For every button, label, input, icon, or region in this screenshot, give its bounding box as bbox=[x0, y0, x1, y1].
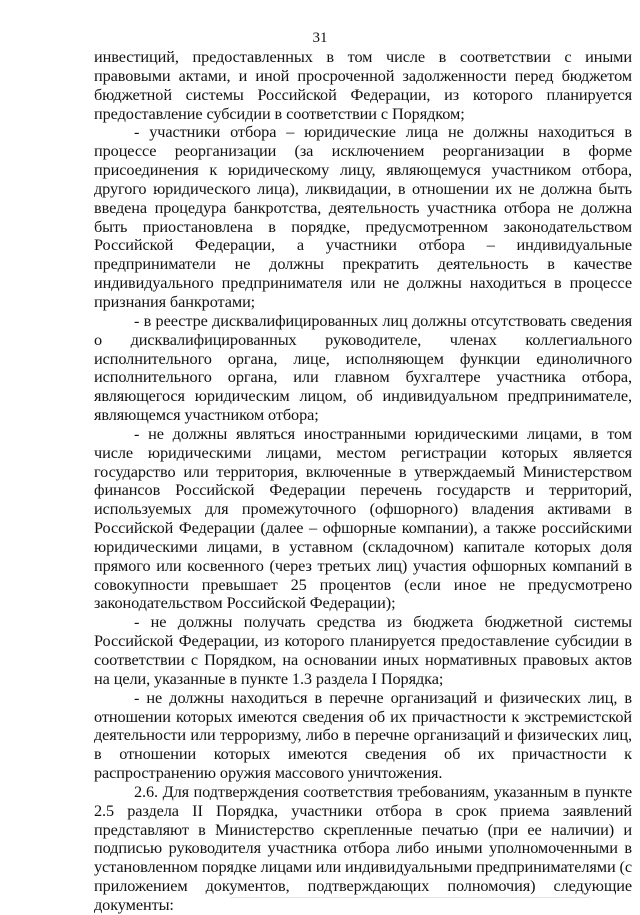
document-body bbox=[94, 48, 632, 915]
paragraph-reorganization: - участники отбора – юридические лица не должны находиться в процессе реорганизации (за исключением реорганизации в форме присоединения к юридическому лицу, являющемуся участником отбора, другого юридического лица), ликвидации, в отношении их не должна быть введена процедура банкротства, деятельность участника отбора не должна быть приостановлена в порядке, предусмотренном законодательством Российской Федерации, а участники отбора – индивидуальные предприниматели не должны прекратить деятельность в качестве индивидуального предпринимателя или не должны находиться в процессе признания банкротами; bbox=[94, 122, 632, 311]
scan-edge-line bbox=[230, 897, 590, 898]
paragraph-section-2-6: 2.6. Для подтверждения соответствия требованиям, указанным в пункте 2.5 раздела II Порядка, участники отбора в срок приема заявлений представляют в Министерство скрепленные печатью (при ее наличии) и подписью руководителя участника отбора либо иными уполномоченными в установленном порядке лицами или индивидуальными предпринимателями (с приложением документов, подтверждающих полномочия) следующие документы: bbox=[94, 781, 632, 914]
page-number: 31 bbox=[312, 30, 328, 46]
paragraph-disqualified-registry: - в реестре дисквалифицированных лиц должны отсутствовать сведения о дисквалифицированных руководителе, членах коллегиального исполнительного органа, лице, исполняющем функции единоличного исполнительного органа, или главном бухгалтере участника отбора, являющегося юридическим лицом, об индивидуальном предпринимателе, являющемся участником отбора; bbox=[94, 310, 632, 425]
paragraph-debt-continuation: инвестиций, предоставленных в том числе в соответствии с иными правовыми актами, и иной просроченной задолженности перед бюджетом бюджетной системы Российской Федерации, из которого планируется предоставление субсидии в соответствии с Порядком; bbox=[94, 47, 632, 123]
paragraph-foreign-entities: - не должны являться иностранными юридическими лицами, в том числе юридическими лицами, местом регистрации которых является государство или территория, включенные в утверждаемый Министерством финансов Российской Федерации перечень государств и территорий, используемых для промежуточного (офшорного) владения активами в Российской Федерации (далее – офшорные компании), а также российскими юридическими лицами, в уставном (складочном) капитале которых доля прямого или косвенного (через третьих лиц) участия офшорных компаний в совокупности превышает 25 процентов (если иное не предусмотрено законодательством Российской Федерации); bbox=[94, 423, 632, 613]
paragraph-extremism-list: - не должны находиться в перечне организаций и физических лиц, в отношении которых имеются сведения об их причастности к экстремистской деятельности или терроризму, либо в перечне организаций и физических лиц, в отношении которых имеются сведения об их причастности к распространению оружия массового уничтожения. bbox=[94, 687, 632, 783]
paragraph-budget-funds: - не должны получать средства из бюджета бюджетной системы Российской Федерации, из которого планируется предоставление субсидии в соответствии с Порядком, на основании иных нормативных правовых актов на цели, указанные в пункте 1.3 раздела I Порядка; bbox=[94, 612, 632, 688]
